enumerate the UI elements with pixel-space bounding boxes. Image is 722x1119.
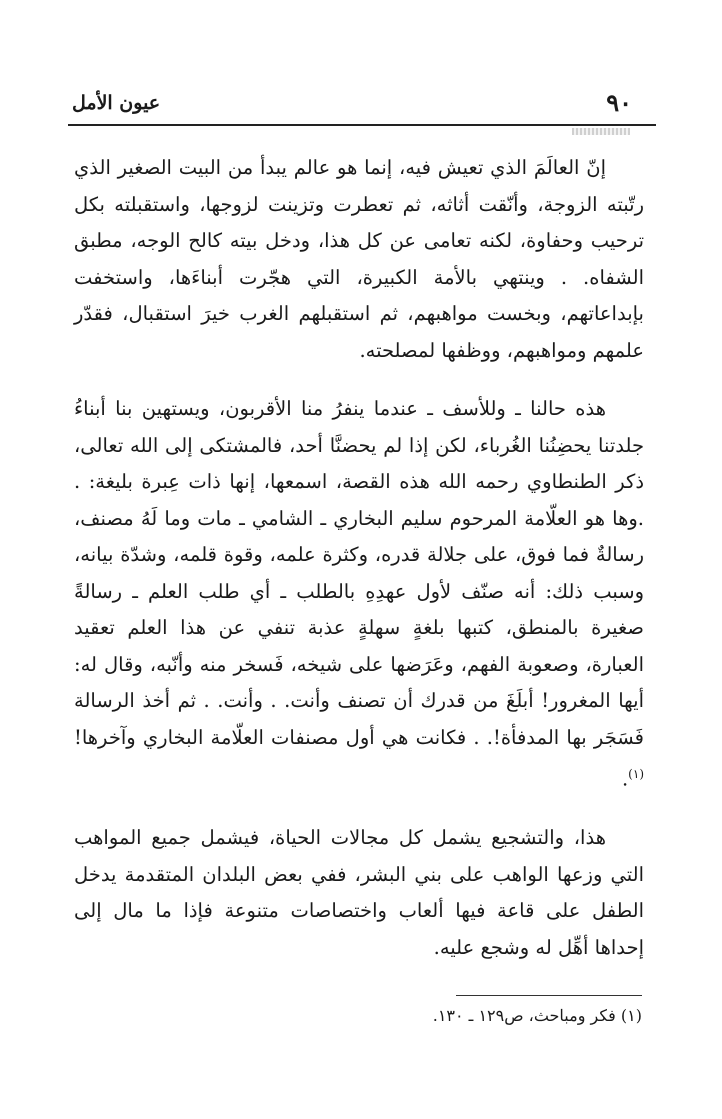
body-text xyxy=(74,150,644,966)
scan-smudge xyxy=(572,128,630,135)
running-title: عيون الأمل xyxy=(72,92,161,114)
footnote: (١) فكر ومباحث، ص١٢٩ ـ ١٣٠. xyxy=(432,1006,642,1025)
header-rule xyxy=(68,124,656,126)
paragraph-2-text: هذه حالنا ـ وللأسف ـ عندما ينفرُ منا الأقربون، ويستهين بنا أبناءُ جلدتنا يحضِنُنا الغُرباء، لكن إذا لم يحضنَّا أحد، فالمشتكى إلى الله تعالى، ذكر الطنطاوي رحمه الله هذه القصة، اسمعها، إنها ذات عِبرة بليغة: . .وها هو العلّامة المرحوم سليم البخاري ـ الشامي ـ مات وما لَهُ مصنف، رسالةٌ فما فوق، على جلالة قدره، وكثرة علمه، وقوة قلمه، وشدّة بيانه، وسبب ذلك: أنه صنّف لأول عهدِهِ بالطلب ـ أي طلب العلم ـ رسالةً صغيرة بالمنطق، كتبها بلغةٍ سهلةٍ عذبة تنفي عن هذا العلم تعقيد العبارة، وصعوبة الفهم، وعَرَضها على شيخه، فَسخر منه وأنّبه، وقال له: أيها المغرور! أبلَغَ من قدرك أن تصنف وأنت. . وأنت. . ثم أخذ الرسالة فَسَجَر بها المدفأة!. . فكانت هي أول مصنفات العلّامة البخاري وآخرها! xyxy=(74,397,644,749)
paragraph-3: هذا، والتشجيع يشمل كل مجالات الحياة، فيشمل جميع المواهب التي وزعها الواهب على بني البشر، ففي بعض البلدان المتقدمة يدخل الطفل على قاعة فيها ألعاب واختصاصات متنوعة فإذا ما مال إلى إحداها أهِّل له وشجع عليه. xyxy=(74,826,644,959)
paragraph-1: إنّ العالَمَ الذي تعيش فيه، إنما هو عالم يبدأ من البيت الصغير الذي رتّبته الزوجة، وأنّقت أثاثه، ثم تعطرت وتزينت لزوجها، واستقبلته بكل ترحيب وحفاوة، لكنه تعامى عن كل هذا، ودخل بيته كالح الوجه، مطبق الشفاه. . وينتهي بالأمة الكبيرة، التي هجّرت أبناءَها، واستخفت بإبداعاتهم، وبخست مواهبهم، ثم استقبلهم الغرب خيرَ استقبال، فقدّر علمهم ومواهبهم، ووظفها لمصلحته. xyxy=(74,156,644,362)
paragraph-2 xyxy=(74,391,644,798)
footnote-rule xyxy=(456,995,642,996)
paragraph-2-end: . xyxy=(621,767,629,791)
page-number: ٩٠ xyxy=(606,88,632,117)
footnote-marker: (١) xyxy=(628,767,644,781)
